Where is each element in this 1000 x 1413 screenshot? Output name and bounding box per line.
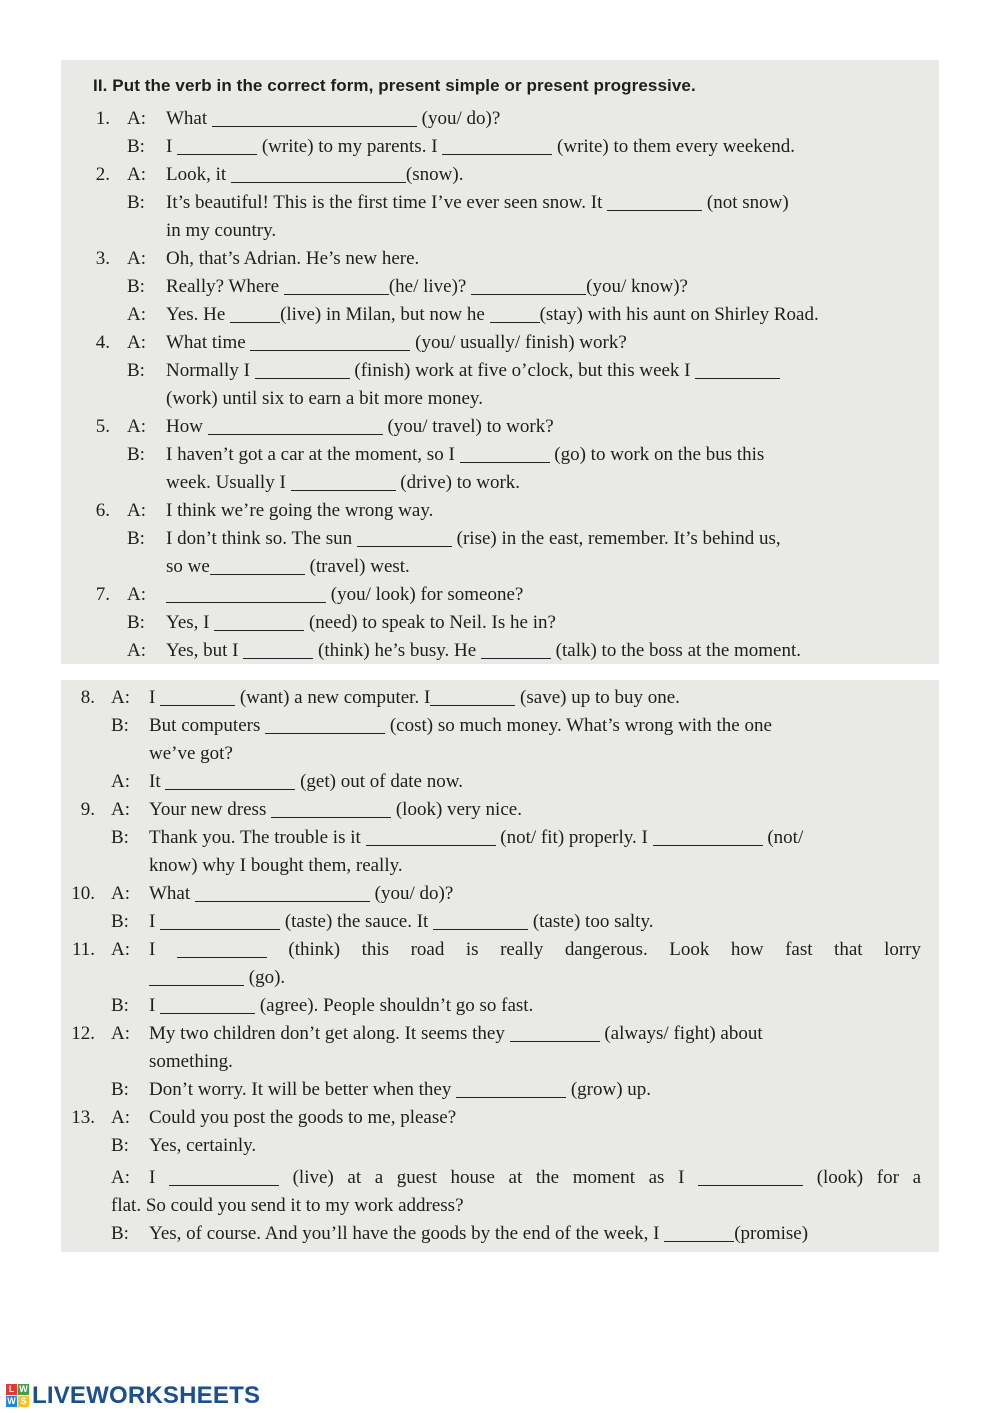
blank-input[interactable] [510, 1021, 600, 1042]
blank-input[interactable] [160, 909, 280, 930]
blank-input[interactable] [177, 134, 257, 155]
blank-input[interactable] [664, 1221, 734, 1242]
blank-input[interactable] [284, 274, 389, 295]
blank-input[interactable] [231, 162, 406, 183]
blank-input[interactable] [607, 190, 702, 211]
q7-line-b: B: Yes, I (need) to speak to Neil. Is he in? [127, 612, 556, 633]
q13-line-b2: B: Yes, of course. And you’ll have the goods by the end of the week, I (promise) [111, 1223, 809, 1244]
q9-line-a: 9. A: Your new dress (look) very nice. [80, 799, 522, 820]
blank-input[interactable] [169, 1165, 279, 1186]
q13-line-a2-cont: flat. So could you send it to my work address? [111, 1195, 464, 1216]
blank-input[interactable] [212, 106, 417, 127]
blank-input[interactable] [442, 134, 552, 155]
blank-input[interactable] [243, 638, 313, 659]
q12-line-a: 12. A: My two children don’t get along. It seems they (always/ fight) about [71, 1023, 763, 1044]
q5-line-b-cont: week. Usually I (drive) to work. [166, 472, 521, 493]
q4-line-b: B: Normally I (finish) work at five o’clock, but this week I [61, 357, 939, 385]
q2-line-b: B: It’s beautiful! This is the first time I’ve ever seen snow. It (not snow) [127, 192, 789, 213]
q8-line-b-cont: we’ve got? [149, 743, 233, 764]
blank-input[interactable] [166, 582, 326, 603]
blank-input[interactable] [698, 1165, 803, 1186]
q3-line-a2: A: Yes. He (live) in Milan, but now he (stay) with his aunt on Shirley Road. [127, 304, 819, 325]
q2-line-a: 2. A: Look, it (snow). [95, 164, 464, 185]
q7-line-a2: A: Yes, but I (think) he’s busy. He (talk) to the boss at the moment. [127, 640, 802, 661]
q3-line-a: 3. A: Oh, that’s Adrian. He’s new here. [95, 248, 420, 269]
q13-line-b: B: Yes, certainly. [111, 1135, 257, 1156]
blank-input[interactable] [430, 685, 515, 706]
q4-line-b-cont: (work) until six to earn a bit more money. [166, 388, 483, 409]
blank-input[interactable] [695, 358, 780, 379]
q7-line-a: 7. A: (you/ look) for someone? [95, 584, 524, 605]
liveworksheets-logo[interactable] [6, 1382, 260, 1410]
blank-input[interactable] [177, 937, 267, 958]
q8-line-a2: A: It (get) out of date now. [111, 771, 463, 792]
blank-input[interactable] [214, 610, 304, 631]
q6-line-b: B: I don’t think so. The sun (rise) in the east, remember. It’s behind us, [127, 528, 781, 549]
blank-input[interactable] [265, 713, 385, 734]
blank-input[interactable] [357, 526, 452, 547]
blank-input[interactable] [481, 638, 551, 659]
q5-line-a: 5. A: How (you/ travel) to work? [95, 416, 554, 437]
blank-input[interactable] [250, 330, 410, 351]
q11-line-a: 11. A: I (think) this road is really dangerous. Look how fast that lorry [71, 939, 922, 960]
q1-line-a: 1. A: What (you/ do)? [95, 108, 501, 129]
q6-line-a: 6. A: I think we’re going the wrong way. [95, 500, 434, 521]
blank-input[interactable] [160, 685, 235, 706]
q12-line-a-cont: something. [149, 1051, 233, 1072]
blank-input[interactable] [471, 274, 586, 295]
liveworksheets-icon: L W W S [7, 1384, 28, 1406]
q5-line-b: B: I haven’t got a car at the moment, so I (go) to work on the bus this [127, 444, 765, 465]
blank-input[interactable] [230, 302, 280, 323]
exercise-heading: II. Put the verb in the correct form, present simple or present progressive. [93, 76, 696, 95]
blank-input[interactable] [255, 358, 350, 379]
blank-input[interactable] [271, 797, 391, 818]
q8-line-a: 8. A: I (want) a new computer. I (save) up to buy one. [80, 687, 680, 708]
q11-line-b: B: I (agree). People shouldn’t go so fast. [111, 995, 534, 1016]
q2-line-b-cont: in my country. [166, 220, 277, 241]
blank-input[interactable] [433, 909, 528, 930]
q4-line-a: 4. A: What time (you/ usually/ finish) work? [95, 332, 627, 353]
q1-line-b: B: I (write) to my parents. I (write) to them every weekend. [127, 136, 795, 157]
blank-input[interactable] [366, 825, 496, 846]
blank-input[interactable] [160, 993, 255, 1014]
blank-input[interactable] [460, 442, 550, 463]
blank-input[interactable] [195, 881, 370, 902]
q6-line-b-cont: so we (travel) west. [166, 556, 410, 577]
q10-line-a: 10. A: What (you/ do)? [71, 883, 454, 904]
q8-line-b: B: But computers (cost) so much money. What’s wrong with the one [111, 715, 772, 736]
q11-line-a-cont: (go). [149, 964, 285, 992]
liveworksheets-brand: LIVEWORKSHEETS [32, 1382, 261, 1409]
blank-input[interactable] [210, 554, 305, 575]
blank-input[interactable] [165, 769, 295, 790]
q9-line-b: B: Thank you. The trouble is it (not/ fit) properly. I (not/ [111, 827, 804, 848]
q12-line-b: B: Don’t worry. It will be better when they (grow) up. [111, 1079, 652, 1100]
blank-input[interactable] [653, 825, 763, 846]
blank-input[interactable] [456, 1077, 566, 1098]
q13-line-a2: A: I (live) at a guest house at the moment as I (look) for a [111, 1167, 921, 1188]
blank-input[interactable] [208, 414, 383, 435]
q10-line-b: B: I (taste) the sauce. It (taste) too salty. [111, 911, 654, 932]
blank-input[interactable] [149, 965, 244, 986]
q13-line-a: 13. A: Could you post the goods to me, please? [71, 1107, 457, 1128]
exercise-panel-top [61, 60, 939, 664]
blank-input[interactable] [291, 470, 396, 491]
blank-input[interactable] [490, 302, 540, 323]
exercise-panel-bottom [61, 680, 939, 1252]
q3-line-b: B: Really? Where (he/ live)? (you/ know)? [127, 276, 688, 297]
q9-line-b-cont: know) why I bought them, really. [149, 855, 403, 876]
